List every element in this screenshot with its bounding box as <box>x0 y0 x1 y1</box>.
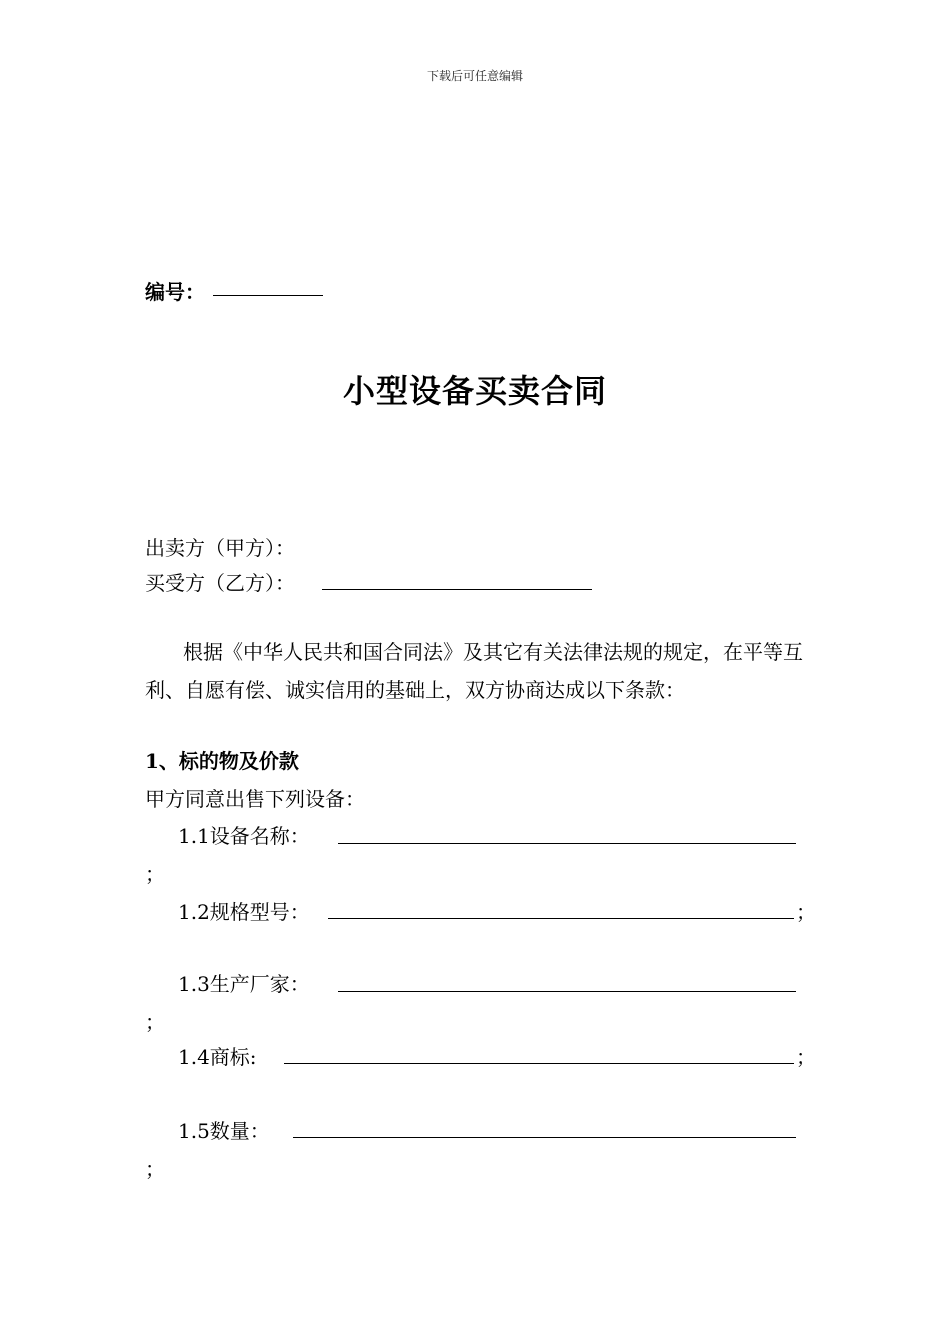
field-end-manufacturer: ； <box>145 1010 165 1034</box>
field-label-trademark: 1.4商标: <box>178 1045 257 1069</box>
field-end-model: ； <box>796 900 816 924</box>
field-label-quantity: 1.5数量： <box>178 1119 270 1143</box>
field-end-trademark: ； <box>796 1045 816 1069</box>
field-label-model: 1.2规格型号： <box>178 900 310 924</box>
field-end-quantity: ； <box>145 1157 165 1181</box>
section-heading: 1、标的物及价款 <box>145 749 299 773</box>
document-title: 小型设备买卖合同 <box>342 372 607 410</box>
section-intro: 甲方同意出售下列设备： <box>145 787 365 811</box>
field-blank-trademark <box>284 1063 794 1064</box>
field-blank-equipment-name <box>338 843 796 844</box>
contract-number-blank <box>213 295 323 296</box>
field-blank-quantity <box>293 1137 796 1138</box>
header-note: 下载后可任意编辑 <box>426 69 523 83</box>
field-blank-model <box>328 918 794 919</box>
field-end-equipment-name: ； <box>145 862 165 886</box>
buyer-blank <box>322 589 592 590</box>
preamble-paragraph: 根据《中华人民共和国合同法》及其它有关法律法规的规定，在平等互利、自愿有偿、诚实信用的基础上，双方协商达成以下条款： <box>145 640 803 702</box>
contract-number-label: 编号： <box>145 280 205 304</box>
field-label-equipment-name: 1.1设备名称： <box>178 824 310 848</box>
field-label-manufacturer: 1.3生产厂家： <box>178 972 310 996</box>
field-blank-manufacturer <box>338 991 796 992</box>
seller-label: 出卖方（甲方）： <box>145 536 295 560</box>
buyer-label: 买受方（乙方）： <box>145 571 295 595</box>
